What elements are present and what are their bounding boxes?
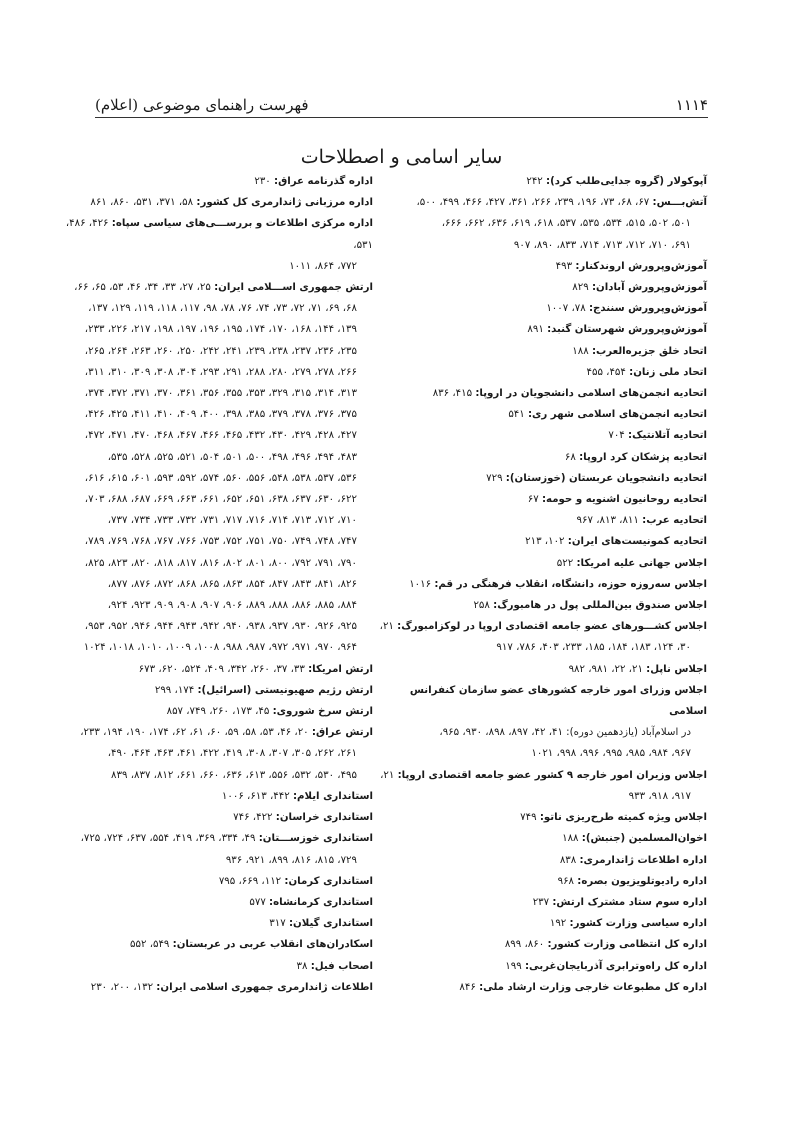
index-term: اداره کل انتظامی وزارت کشور: <box>547 939 707 951</box>
index-entry <box>377 871 707 892</box>
index-term: اجلاس صندوق بین‌المللی پول در هامبورگ: <box>493 600 707 612</box>
index-page-refs-continued: ۳۰، ۱۲۴، ۱۸۳، ۱۸۴، ۱۸۵، ۲۳۳، ۴۰۳، ۷۸۶، ۹۱۷ <box>496 642 691 654</box>
index-term: اداره سیاسی وزارت کشور: <box>569 918 707 930</box>
index-entry <box>377 765 707 807</box>
index-term: اداره مرکزی اطلاعات و بررســـی‌های سیاسی سپاه: <box>111 218 373 230</box>
index-page-refs-continued: ۲۳۵، ۲۳۶، ۲۳۷، ۲۳۸، ۲۳۹، ۲۴۱، ۲۴۲، ۲۵۰، ۲۶۰، ۲۶۳، ۲۶۴، ۲۶۵، <box>84 345 357 357</box>
index-entry <box>377 468 707 489</box>
index-term: اصحاب فیل: <box>310 960 373 972</box>
page-number: ۱۱۱۴ <box>675 96 708 114</box>
index-term: ارتش امریکا: <box>308 663 373 675</box>
index-entry-line <box>377 468 707 489</box>
index-entry-line <box>377 977 707 998</box>
index-term: اداره رادیوتلویزیون بصره: <box>577 875 707 887</box>
index-entry-line <box>55 934 373 955</box>
index-entry-line <box>55 701 373 722</box>
index-entry-line <box>377 892 707 913</box>
index-term: آموزش‌وپرورش آبادان: <box>591 282 707 294</box>
index-page-refs: ۸۳۸ <box>559 854 577 866</box>
index-page-refs: ۳۸ <box>296 960 308 972</box>
index-page-refs: ۸۴۶ <box>459 981 476 993</box>
index-entry <box>377 277 707 298</box>
index-page-refs: ۶۷ <box>527 494 539 506</box>
index-entry <box>377 256 707 277</box>
index-page-refs-continued: ۱۳۹، ۱۴۴، ۱۶۸، ۱۷۰، ۱۷۴، ۱۹۵، ۱۹۶، ۱۹۷، ۱۹۸، ۲۱۷، ۲۲۶، ۲۳۳، <box>84 324 357 336</box>
index-entry <box>55 722 373 786</box>
index-term: اخوان‌المسلمین (جنبش): <box>581 833 707 845</box>
index-entry <box>55 659 373 680</box>
index-entry-line <box>377 510 707 531</box>
index-page-refs: ۲۱، ۲۲، ۹۸۱، ۹۸۲ <box>568 663 643 675</box>
index-term: اتحادیه انجمن‌های اسلامی دانشجویان در اروپا: <box>475 388 707 400</box>
index-entry <box>377 680 707 765</box>
index-page-refs-continued: ۳۷۵، ۳۷۶، ۳۷۸، ۳۷۹، ۳۸۵، ۳۹۸، ۴۰۰، ۴۰۹، ۴۱۰، ۴۱۱، ۴۲۵، ۴۲۶، <box>84 409 357 421</box>
index-term: اتحادیه دانشجویان عربستان (خوزستان): <box>505 472 707 484</box>
index-entry <box>377 341 707 362</box>
index-term: اداره کل راه‌وترابری آذربایجان‌غربی: <box>524 960 707 972</box>
index-entry <box>55 277 373 659</box>
section-title: سایر اسامی و اصطلاحات <box>300 146 503 168</box>
index-entry <box>377 171 707 192</box>
index-page-refs: ۴۵، ۱۷۳، ۲۶۰، ۷۴۹، ۸۵۷ <box>166 706 270 718</box>
index-term: اتحادیه انجمن‌های اسلامی شهر ری: <box>527 409 707 421</box>
index-entry <box>377 850 707 871</box>
index-term: اداره مرزبانی ژاندارمری کل کشور: <box>196 197 373 209</box>
index-page-refs: ۸۶۰، ۸۹۹ <box>504 939 545 951</box>
index-entry-line <box>55 871 373 892</box>
index-page-refs-continued: ۹۱۷، ۹۱۸، ۹۳۳ <box>628 790 691 802</box>
index-entry <box>377 977 707 998</box>
index-entry <box>377 659 707 680</box>
index-page-refs-continued: ۴۲۷، ۴۲۸، ۴۲۹، ۴۳۰، ۴۳۲، ۴۶۵، ۴۶۶، ۴۶۷، ۴۶۸، ۴۷۰، ۴۷۱، ۴۷۲، <box>84 430 357 442</box>
index-entry-line <box>377 171 707 192</box>
index-term: اداره اطلاعات ژاندارمری: <box>579 854 707 866</box>
index-term: اتحادیه کمونیست‌های ایران: <box>567 536 707 548</box>
index-entry <box>55 786 373 807</box>
index-term: آتش‌بـــس: <box>652 197 707 209</box>
index-entry <box>55 956 373 977</box>
index-page-refs-continued: ۵۰۱، ۵۰۲، ۵۱۵، ۵۳۴، ۵۳۵، ۵۳۷، ۶۱۸، ۶۱۹، ۶۳۶، ۶۶۲، ۶۶۶، <box>441 218 691 230</box>
index-entry <box>377 298 707 319</box>
index-page-refs: ۲۳۰ <box>254 176 271 187</box>
index-term: آپوکولار (گروه جدایی‌طلب کرد): <box>546 176 707 187</box>
index-page-refs-continued: در اسلام‌آباد (یازدهمین دوره): ۴۱، ۴۲، ۸۹۷، ۸۹۸، ۹۳۰، ۹۶۵، <box>439 727 691 739</box>
index-page-refs: ۷۰۴ <box>608 430 625 442</box>
index-entry-line <box>377 277 707 298</box>
index-entry-line <box>377 574 707 595</box>
index-page-refs: ۷۸، ۱۰۰۷ <box>546 303 586 315</box>
index-entry-line <box>55 680 373 701</box>
index-entry-line <box>377 680 707 722</box>
index-term: اداره گذرنامه عراق: <box>274 176 373 187</box>
index-entry <box>55 680 373 701</box>
index-page-refs: ۱۰۲، ۲۱۳ <box>525 536 565 548</box>
index-page-refs-continued: ۹۶۴، ۹۷۰، ۹۷۱، ۹۷۲، ۹۸۷، ۹۸۸، ۱۰۰۸، ۱۰۰۹، ۱۰۱۰، ۱۰۱۸، ۱۰۲۴ <box>83 642 357 654</box>
index-page-refs: ۴۲۶، ۴۸۶، ۵۳۱، <box>65 218 373 251</box>
index-page-refs-continued: ۳۱۳، ۳۱۴، ۳۱۵، ۳۲۹، ۳۵۳، ۳۵۵، ۳۵۶، ۳۶۱، ۳۷۰، ۳۷۱، ۳۷۲، ۳۷۴، <box>84 388 357 400</box>
index-entry-line <box>377 362 707 383</box>
index-entry-line <box>377 956 707 977</box>
index-page-refs: ۵۴۹، ۵۵۲ <box>130 939 170 951</box>
index-term: اداره کل مطبوعات خارجی وزارت ارشاد ملی: <box>479 981 707 993</box>
index-term: آموزش‌وپرورش شهرستان گنبد: <box>547 324 707 336</box>
index-page-refs: ۱۸۸ <box>562 833 579 845</box>
index-entry-line <box>377 765 707 786</box>
index-page-refs-continued: ۲۶۱، ۲۶۲، ۳۰۵، ۳۰۷، ۳۰۸، ۴۱۹، ۴۲۲، ۴۶۱، ۴۶۳، ۴۶۴، ۴۹۰، <box>107 748 357 760</box>
index-term: اجلاس کشـــورهای عضو جامعه اقتصادی اروپا در لوکزامبورگ: <box>397 621 707 633</box>
index-term: اسکادران‌های انقلاب عربی در عربستان: <box>172 939 373 951</box>
index-term: اجلاس سه‌روزه حوزه، دانشگاه، انقلاب فرهنگی در قم: <box>434 578 707 590</box>
index-term: ارتش سرخ شوروی: <box>272 706 373 718</box>
index-entry <box>55 913 373 934</box>
index-page-refs-continued: ۴۸۳، ۴۹۴، ۴۹۶، ۴۹۸، ۵۰۰، ۵۰۱، ۵۰۴، ۵۲۱، ۵۲۵، ۵۲۸، ۵۳۵، <box>107 451 357 463</box>
index-entry-line <box>55 956 373 977</box>
index-entry <box>377 404 707 425</box>
header-rule <box>95 117 708 118</box>
index-page-refs-continued: ۹۶۷، ۹۸۴، ۹۸۵، ۹۹۵، ۹۹۶، ۹۹۸، ۱۰۲۱ <box>531 748 691 760</box>
index-entry-line <box>377 192 707 213</box>
index-entry <box>55 828 373 870</box>
index-page-refs-continued: ۷۴۷، ۷۴۸، ۷۴۹، ۷۵۰، ۷۵۱، ۷۵۲، ۷۵۳، ۷۶۶، ۷۶۷، ۷۶۸، ۷۶۹، ۷۸۹، <box>84 536 357 548</box>
index-entry-line <box>55 213 373 255</box>
index-page-refs-continued: ۶۸، ۶۹، ۷۱، ۷۲، ۷۳، ۷۴، ۷۶، ۷۸، ۹۸، ۱۱۷، ۱۱۸، ۱۱۹، ۱۲۹، ۱۳۷، <box>88 303 357 315</box>
index-term: ارتش رژیم صهیونیستی (اسرائیل): <box>197 684 373 696</box>
index-entry-line <box>377 616 707 637</box>
index-page-refs-continued: ۶۹۱، ۷۱۰، ۷۱۲، ۷۱۳، ۷۱۴، ۸۳۳، ۸۹۰، ۹۰۷ <box>513 239 691 251</box>
index-entry-line <box>377 807 707 828</box>
index-term: استانداری گیلان: <box>288 918 373 930</box>
index-entry-line <box>55 828 373 849</box>
index-entry-line <box>377 850 707 871</box>
index-term: اجلاس جهانی علیه امریکا: <box>576 557 707 569</box>
index-entry <box>55 892 373 913</box>
index-entry <box>377 489 707 510</box>
running-header <box>95 88 708 114</box>
index-entry-line <box>377 489 707 510</box>
index-entry-line <box>377 913 707 934</box>
index-entry-line <box>377 341 707 362</box>
index-term: اتحادیه پزشکان کرد اروپا: <box>579 451 707 463</box>
index-term: ارتش جمهوری اســـلامی ایران: <box>214 282 373 294</box>
index-term: اتحاد ملی زنان: <box>629 366 707 378</box>
index-page-refs: ۵۷۷ <box>249 896 266 908</box>
index-entry-line <box>377 319 707 340</box>
index-entry-line <box>55 277 373 298</box>
index-page-refs-continued: ۵۳۶، ۵۳۷، ۵۳۸، ۵۴۸، ۵۵۶، ۵۶۰، ۵۷۴، ۵۹۲، ۵۹۳، ۶۰۱، ۶۱۵، ۶۱۶، <box>84 472 357 484</box>
index-page-refs-continued: ۸۸۴، ۸۸۵، ۸۸۶، ۸۸۸، ۸۸۹، ۹۰۶، ۹۰۷، ۹۰۸، ۹۰۹، ۹۲۳، ۹۲۴، <box>107 600 357 612</box>
index-entry <box>377 425 707 446</box>
index-entry <box>55 171 373 192</box>
index-page-refs-continued: ۶۲۲، ۶۳۰، ۶۳۷، ۶۳۸، ۶۵۱، ۶۵۲، ۶۶۱، ۶۶۳، ۶۶۹، ۶۸۷، ۶۸۸، ۷۰۳، <box>84 494 357 506</box>
index-page-refs: ۶۸ <box>564 451 576 463</box>
index-entry <box>377 362 707 383</box>
index-entry-line <box>55 807 373 828</box>
index-page-refs: ۵۴۱ <box>508 409 525 421</box>
index-entry <box>377 913 707 934</box>
index-entry <box>377 510 707 531</box>
index-page-refs: ۱۰۱۶ <box>409 578 432 590</box>
index-term: استانداری کرمان: <box>284 875 373 887</box>
index-page-refs: ۴۹، ۳۳۴، ۳۶۹، ۴۱۹، ۵۵۴، ۶۳۷، ۷۲۴، ۷۲۵، <box>80 833 256 845</box>
index-page-refs: ۴۵۴، ۴۵۵ <box>586 366 626 378</box>
index-entry-line <box>55 192 373 213</box>
index-page-refs: ۲۱، <box>379 621 394 633</box>
index-entry <box>377 595 707 616</box>
index-entry-line <box>377 934 707 955</box>
index-entry-line <box>377 425 707 446</box>
index-page-refs: ۳۱۷ <box>269 918 286 930</box>
index-page-refs-continued: ۲۶۶، ۲۷۸، ۲۷۹، ۲۸۰، ۲۸۸، ۲۹۱، ۲۹۳، ۳۰۴، ۳۰۸، ۳۰۹، ۳۱۰، ۳۱۱، <box>84 366 357 378</box>
index-entry-line <box>377 531 707 552</box>
index-page-refs: ۱۳۲، ۲۰۰، ۲۳۰ <box>90 981 154 993</box>
index-entry-line <box>377 256 707 277</box>
index-term: آموزش‌وپرورش سنندج: <box>588 303 707 315</box>
index-page-refs-continued: ۷۱۰، ۷۱۲، ۷۱۳، ۷۱۴، ۷۱۶، ۷۱۷، ۷۳۱، ۷۳۲، ۷۳۳، ۷۳۴، ۷۳۷، <box>107 515 357 527</box>
index-entry-line <box>377 447 707 468</box>
index-entry <box>55 807 373 828</box>
index-entry-line <box>377 553 707 574</box>
index-page-refs-continued: ۷۲۹، ۸۱۵، ۸۱۶، ۸۹۹، ۹۲۱، ۹۳۶ <box>225 854 357 866</box>
index-entry-line <box>55 786 373 807</box>
index-entry <box>377 892 707 913</box>
index-page-refs: ۴۲۲، ۷۴۶ <box>233 812 273 824</box>
index-entry-line <box>377 828 707 849</box>
index-entry <box>377 616 707 658</box>
index-entry-line <box>55 659 373 680</box>
index-entry-line <box>55 171 373 192</box>
index-column-left <box>55 171 373 998</box>
index-entry-line <box>55 913 373 934</box>
index-entry-line <box>55 892 373 913</box>
index-entry <box>55 871 373 892</box>
index-page-refs: ۶۷، ۶۸، ۷۳، ۱۹۶، ۲۳۹، ۲۶۶، ۳۶۱، ۴۲۷، ۴۶۶، ۴۹۹، ۵۰۰، <box>416 197 650 209</box>
index-page-refs: ۳۳، ۳۷، ۲۶۰، ۳۴۲، ۴۰۹، ۵۲۴، ۶۲۰، ۶۷۳ <box>138 663 305 675</box>
index-page-refs: ۲۳۷ <box>532 896 550 908</box>
index-entry-line <box>55 977 373 998</box>
index-page-refs: ۹۶۸ <box>557 875 575 887</box>
index-entry <box>377 192 707 256</box>
index-entry <box>377 447 707 468</box>
index-page-refs-continued: ۷۹۰، ۷۹۱، ۷۹۲، ۸۰۰، ۸۰۱، ۸۰۲، ۸۱۶، ۸۱۷، ۸۱۸، ۸۲۰، ۸۲۳، ۸۲۵، <box>84 557 357 569</box>
index-page-refs: ۱۷۴، ۲۹۹ <box>154 684 195 696</box>
index-term: اتحادیه آتلانتیک: <box>628 430 707 442</box>
index-entry <box>55 934 373 955</box>
index-entry <box>377 553 707 574</box>
index-term: استانداری کرمانشاه: <box>269 896 373 908</box>
index-entry <box>377 828 707 849</box>
index-page-refs-continued: ۸۲۶، ۸۴۱، ۸۴۳، ۸۴۷، ۸۵۴، ۸۶۳، ۸۶۵، ۸۶۸، ۸۷۲، ۸۷۶، ۸۷۷، <box>107 578 357 590</box>
index-page-refs: ۲۵، ۲۷، ۳۳، ۳۴، ۴۶، ۵۳، ۶۵، ۶۶، <box>74 282 211 294</box>
index-page-refs: ۴۴۲، ۶۱۳، ۱۰۰۶ <box>221 790 290 802</box>
index-term: استانداری خوزســـتان: <box>258 833 373 845</box>
index-page-refs: ۲۴۲ <box>526 176 543 187</box>
index-entry-line <box>377 659 707 680</box>
index-entry <box>55 701 373 722</box>
index-page-refs: ۲۰، ۴۶، ۵۳، ۵۸، ۵۹، ۶۰، ۶۱، ۶۲، ۱۷۴، ۱۹۰، ۱۹۴، ۲۳۳، <box>80 727 309 739</box>
index-entry-line <box>55 722 373 743</box>
index-page-refs: ۴۱۵، ۸۳۶ <box>432 388 473 400</box>
index-page-refs: ۲۵۸ <box>473 600 490 612</box>
index-page-refs: ۵۲۲ <box>556 557 574 569</box>
index-entry <box>377 319 707 340</box>
index-entry-line <box>377 871 707 892</box>
index-entry-line <box>377 404 707 425</box>
index-term: آموزش‌وپرورش اروندکنار: <box>575 260 707 272</box>
running-title: فهرست راهنمای موضوعی (اعلام) <box>95 96 309 114</box>
index-page-refs: ۱۹۹ <box>505 960 522 972</box>
index-term: اجلاس وزرای امور خارجه کشورهای عضو سازمان کنفرانس اسلامی <box>409 684 707 718</box>
index-entry-line <box>377 383 707 404</box>
index-entry-line <box>377 595 707 616</box>
index-term: اجلاس وزیران امور خارجه ۹ کشور عضو جامعه اقتصادی اروپا: <box>397 769 707 781</box>
index-term: اتحاد خلق جزیره‌العرب: <box>591 345 707 357</box>
index-column-right <box>377 171 707 998</box>
index-term: استانداری ایلام: <box>292 790 373 802</box>
index-page-refs: ۷۲۹ <box>486 472 503 484</box>
index-page-refs: ۷۴۹ <box>520 812 537 824</box>
index-term: استانداری خراسان: <box>275 812 373 824</box>
index-entry <box>377 531 707 552</box>
index-page-refs: ۱۸۸ <box>572 345 589 357</box>
index-page-refs-continued: ۷۷۲، ۸۶۴، ۱۰۱۱ <box>289 260 357 272</box>
index-entry <box>377 934 707 955</box>
index-entry <box>377 807 707 828</box>
index-term: ارتش عراق: <box>311 727 373 739</box>
index-term: اتحادیه عرب: <box>642 515 707 527</box>
index-term: اجلاس ویژه کمیته طرح‌ریزی ناتو: <box>539 812 707 824</box>
index-term: اجلاس ناپل: <box>646 663 707 675</box>
index-term: اطلاعات ژاندارمری جمهوری اسلامی ایران: <box>156 981 373 993</box>
index-term: اتحادیه روحانیون اشنویه و حومه: <box>541 494 707 506</box>
index-entry <box>377 574 707 595</box>
index-page-refs: ۸۱۱، ۸۱۳، ۹۶۷ <box>576 515 639 527</box>
index-entry <box>55 977 373 998</box>
index-page-refs-continued: ۴۹۵، ۵۳۰، ۵۳۲، ۵۵۶، ۶۱۳، ۶۳۶، ۶۶۰، ۶۶۱، ۸۱۲، ۸۳۷، ۸۳۹ <box>111 769 357 781</box>
index-entry <box>377 956 707 977</box>
index-entry-line <box>377 298 707 319</box>
index-page-refs: ۱۱۲، ۶۶۹، ۷۹۵ <box>218 875 282 887</box>
index-page-refs: ۵۸، ۳۷۱، ۵۳۱، ۸۶۰، ۸۶۱ <box>90 197 194 209</box>
index-page-refs: ۸۹۱ <box>527 324 544 336</box>
index-entry <box>55 192 373 213</box>
index-entry <box>377 383 707 404</box>
index-page-refs: ۲۱، <box>380 769 395 781</box>
index-page-refs-continued: ۹۲۵، ۹۲۶، ۹۳۰، ۹۳۷، ۹۳۸، ۹۴۰، ۹۴۲، ۹۴۳، ۹۴۴، ۹۴۶، ۹۵۲، ۹۵۳، <box>84 621 357 633</box>
index-page-refs: ۱۹۲ <box>549 918 567 930</box>
index-page-refs: ۸۲۹ <box>572 282 589 294</box>
index-page-refs: ۴۹۳ <box>555 260 573 272</box>
index-entry <box>55 213 373 277</box>
index-term: اداره سوم ستاد مشترک ارتش: <box>552 896 707 908</box>
